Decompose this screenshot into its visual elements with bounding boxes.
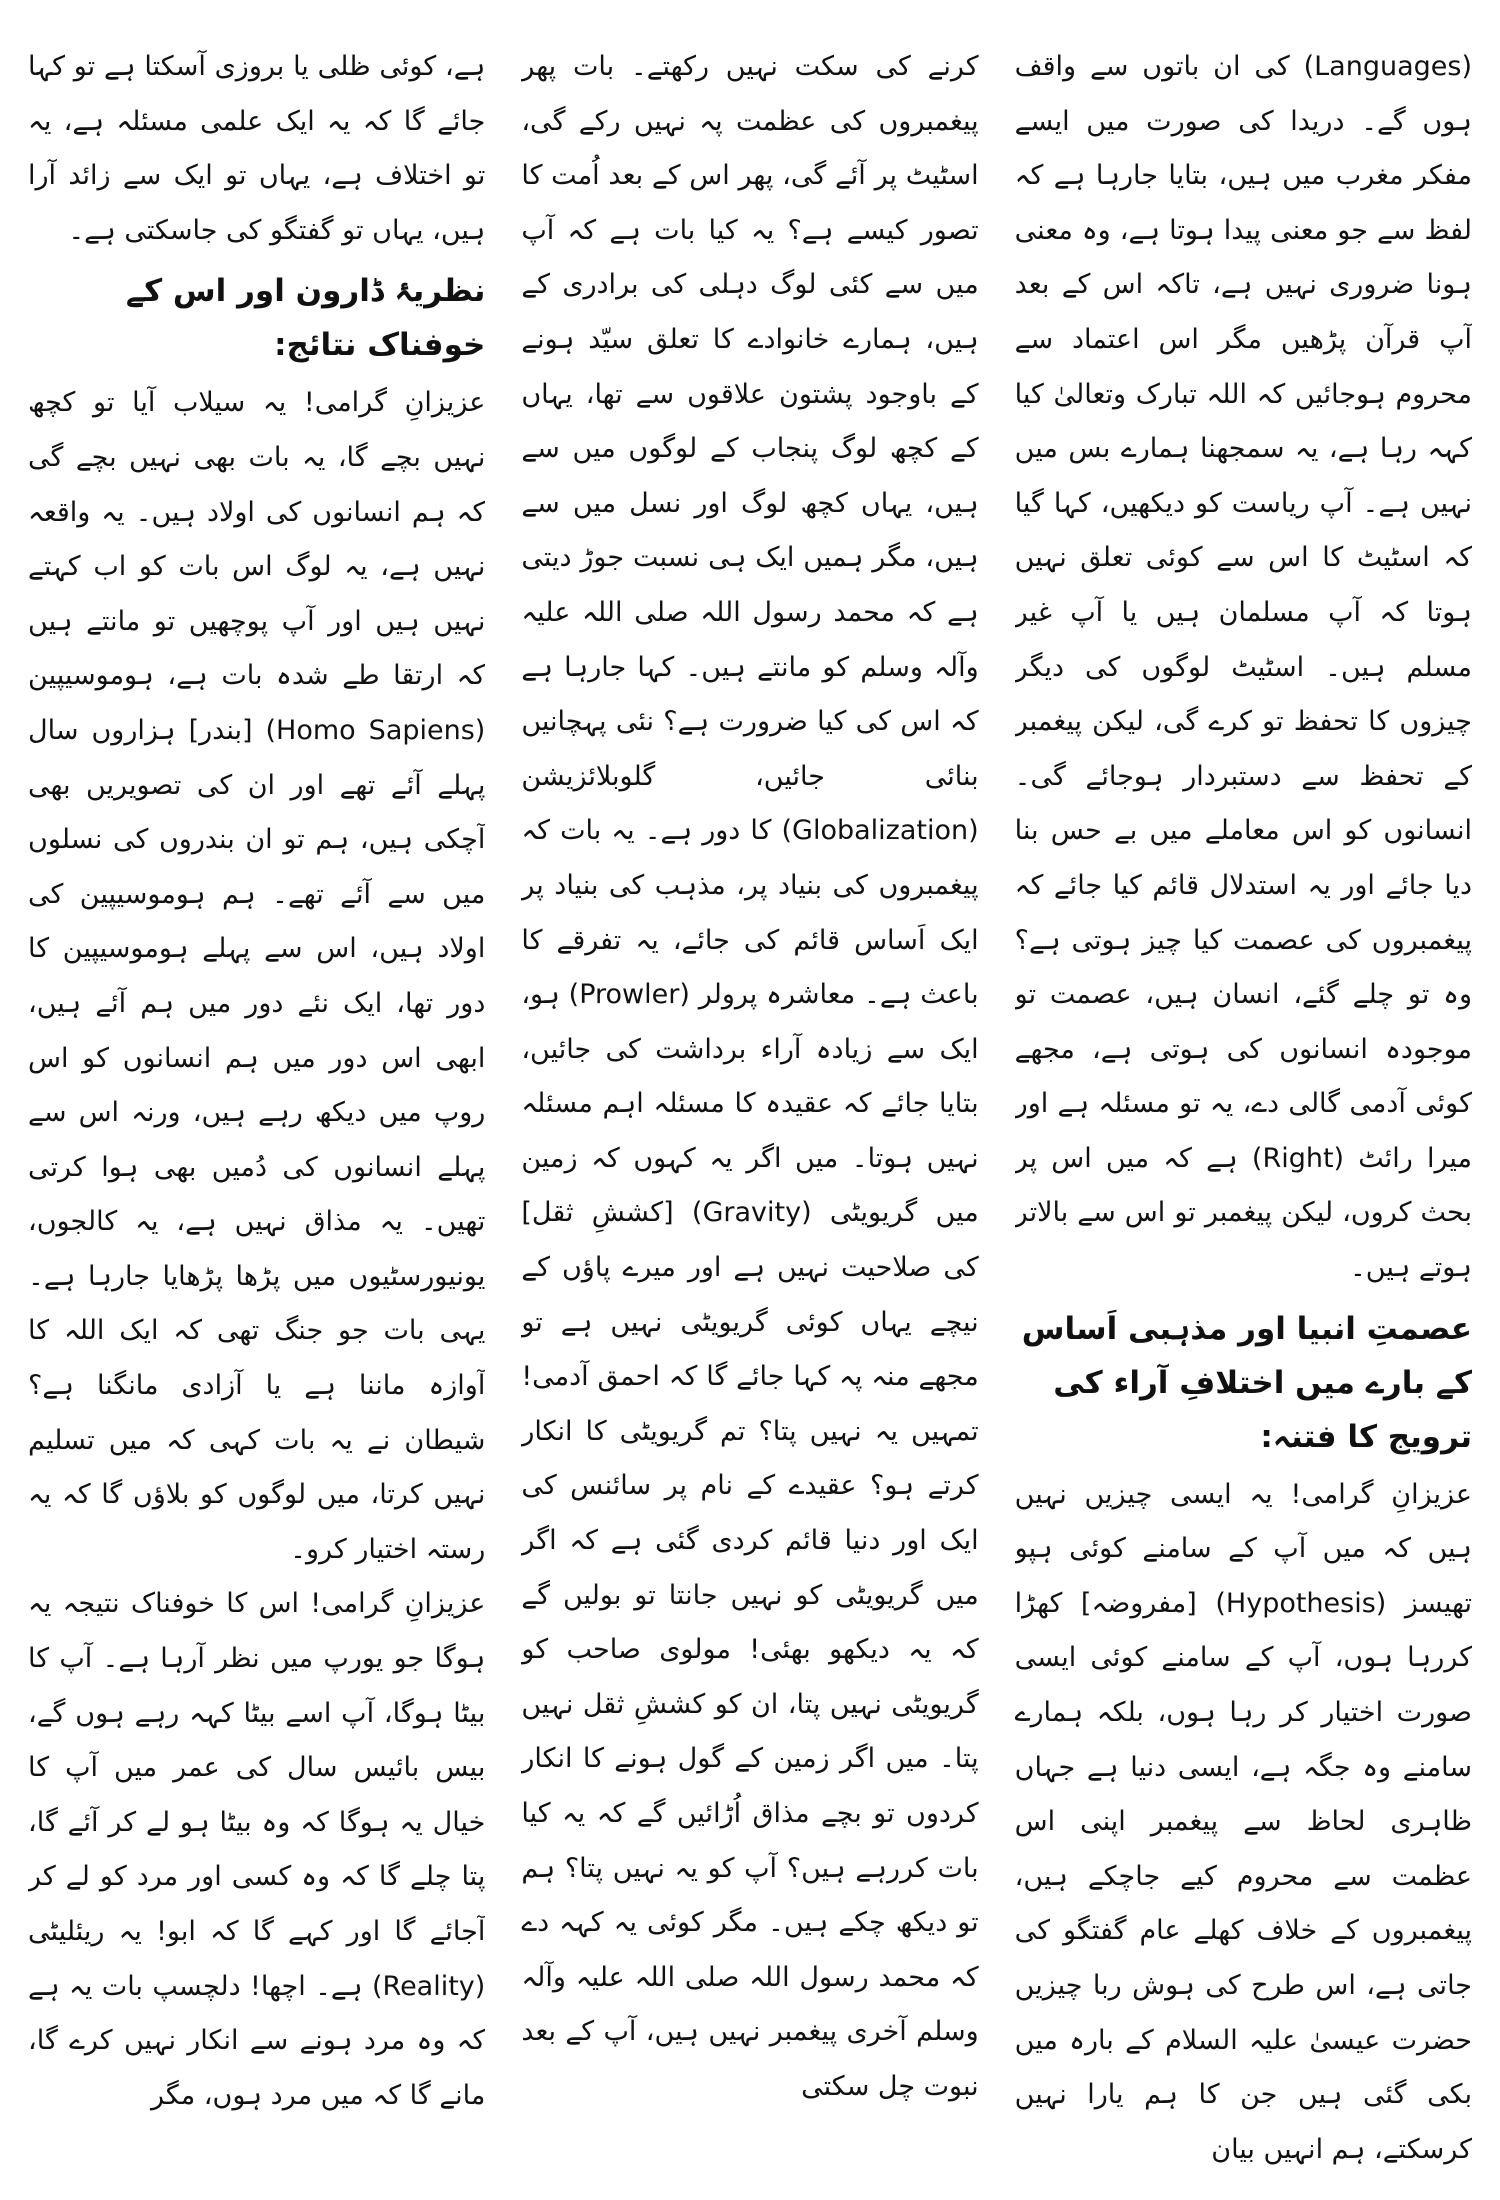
paragraph: عزیزانِ گرامی! اس کا خوفناک نتیجہ یہ ہوگا جو یورپ میں نظر آرہا ہے۔ آپ کا بیٹا ہوگا، آپ اسے بیٹا کہہ رہے ہوں گے، بیس بائیس سال کی عمر میں آپ کا خیال یہ ہوگا کہ وہ بیٹا ہو لے کر آئے گا، پتا چلے گا کہ وہ کسی اور مرد کو لے کر آجائے گا اور کہے گا کہ ابو! یہ ریئلیٹی (Reality) ہے۔ اچھا! دلچسپ بات یہ ہے کہ وہ مرد ہونے سے انکار نہیں کرے گا، مانے گا کہ میں مرد ہوں، مگر — [28, 1588, 486, 2111]
section-heading: عصمتِ انبیا اور مذہبی اَساس کے بارے میں اختلافِ آراء کی ترویج کا فتنہ: — [1021, 1310, 1472, 1455]
paragraph: کرنے کی سکت نہیں رکھتے۔ بات پھر پیغمبروں کی عظمت پہ نہیں رکے گی، اسٹیٹ پر آئے گی، پھر اس کے بعد اُمت کا تصور کیسے ہے؟ یہ کیا بات ہے کہ آپ میں سے کئی لوگ دہلی کی برادری کے ہیں، ہمارے خانوادے کا تعلق سیّد ہونے کے باوجود پشتون علاقوں سے تھا، یہاں کے کچھ لوگ پنجاب کے لوگوں میں سے ہیں، یہاں کچھ لوگ اور نسل میں سے ہیں، مگر ہمیں ایک ہی نسبت جوڑ دیتی ہے کہ محمد رسول اللہ صلی اللہ علیہ وآلہ وسلم کو مانتے ہیں۔ کہا جارہا ہے کہ اس کی کیا ضرورت ہے؟ نئی پہچانیں بنائی جائیں، گلوبلائزیشن (Globalization) کا دور ہے۔ یہ بات کہ پیغمبروں کی بنیاد پر، مذہب کی بنیاد پر ایک اَساس قائم کی جائے، یہ تفرقے کا باعث ہے۔ معاشرہ پرولر (Prowler) ہو، ایک سے زیادہ آراء برداشت کی جائیں، بتایا جائے کہ عقیدہ کا مسئلہ اہم مسئلہ نہیں ہوتا۔ میں اگر یہ کہوں کہ زمین میں گریویٹی (Gravity) [کششِ ثقل] کی صلاحیت نہیں ہے اور میرے پاؤں کے نیچے یہاں کوئی گریویٹی نہیں ہے تو مجھے منہ پہ کہا جائے گا کہ احمق آدمی! تمہیں یہ نہیں پتا؟ تم گریویٹی کا انکار کرتے ہو؟ عقیدے کے نام پر سائنس کی ایک اور دنیا قائم کردی گئی ہے کہ اگر میں گریویٹی کو نہیں جانتا تو بولیں گے کہ یہ دیکھو بھئی! مولوی صاحب کو گریویٹی نہیں پتا، ان کو کششِ ثقل نہیں پتا۔ میں اگر زمین کے گول ہونے کا انکار کردوں تو بچے مذاق اُڑائیں گے کہ یہ کیا بات کررہے ہیں؟ آپ کو یہ نہیں پتا؟ ہم تو دیکھ چکے ہیں۔ مگر کوئی یہ کہہ دے کہ محمد رسول اللہ صلی اللہ علیہ وآلہ وسلم آخری پیغمبر نہیں ہیں، آپ کے بعد نبوت چل سکتی — [521, 51, 979, 2102]
paragraph: ہے، کوئی ظلی یا بروزی آسکتا ہے تو کہا جائے گا کہ یہ ایک علمی مسئلہ ہے، یہ تو اختلاف ہے، یہاں تو ایک سے زائد آرا ہیں، یہاں تو گفتگو کی جاسکتی ہے۔ — [28, 51, 486, 246]
text-column-right — [1015, 40, 1472, 2176]
paragraph: (Languages) کی ان باتوں سے واقف ہوں گے۔ دریدا کی صورت میں ایسے مفکر مغرب میں ہیں، بتایا جارہا ہے کہ لفظ سے جو معنی پیدا ہوتا ہے، وہ معنی ہونا ضروری نہیں ہے، تاکہ اس کے بعد آپ قرآن پڑھیں مگر اس اعتماد سے محروم ہوجائیں کہ اللہ تبارک وتعالیٰ کیا کہہ رہا ہے، یہ سمجھنا ہمارے بس میں نہیں ہے۔ آپ ریاست کو دیکھیں، کہا گیا کہ اسٹیٹ کا اس سے کوئی تعلق نہیں ہوتا کہ آپ مسلمان ہیں یا آپ غیر مسلم ہیں۔ اسٹیٹ لوگوں کی دیگر چیزوں کا تحفظ تو کرے گی، لیکن پیغمبر کے تحفظ سے دستبردار ہوجائے گی۔ انسانوں کو اس معاملے میں بے حس بنا دیا جائے اور یہ استدلال قائم کیا جائے کہ پیغمبروں کی عصمت کیا چیز ہوتی ہے؟ وہ تو چلے گئے، انسان ہیں، عصمت تو موجودہ انسانوں کی ہوتی ہے، مجھے کوئی آدمی گالی دے، یہ تو مسئلہ ہے اور میرا رائٹ (Right) ہے کہ میں اس پر بحث کروں، لیکن پیغمبر تو اس سے بالاتر ہوتے ہیں۔ — [1014, 51, 1472, 1284]
paragraph: عزیزانِ گرامی! یہ ایسی چیزیں نہیں ہیں کہ میں آپ کے سامنے کوئی ہپو تھیسز (Hypothesis) [مفروضہ] کھڑا کررہا ہوں، آپ کے سامنے کوئی ایسی صورت اختیار کر رہا ہوں، بلکہ ہمارے سامنے وہ جگہ ہے، ایسی دنیا ہے جہاں ظاہری لحاظ سے پیغمبر اپنی اس عظمت سے محروم کیے جاچکے ہیں، پیغمبروں کے خلاف کھلے عام گفتگو کی جاتی ہے، اس طرح کی ہوش ربا چیزیں حضرت عیسیٰ علیہ السلام کے بارہ میں بکی گئی ہیں جن کا ہم یارا نہیں کرسکتے، ہم انہیں بیان — [1014, 1478, 1472, 2165]
section-heading: نظریۂ ڈارون اور اس کے خوفناک نتائج: — [125, 273, 486, 364]
paragraph: عزیزانِ گرامی! یہ سیلاب آیا تو کچھ نہیں بچے گا، یہ بات بھی نہیں بچے گی کہ ہم انسانوں کی اولاد ہیں۔ یہ واقعہ نہیں ہے، یہ لوگ اس بات کو اب کہتے نہیں ہیں اور آپ پوچھیں تو مانتے ہیں کہ ارتقا طے شدہ بات ہے، ہوموسیپین (Homo Sapiens) [بندر] ہزاروں سال پہلے آئے تھے اور ان کی تصویریں بھی آچکی ہیں، ہم تو ان بندروں کی نسلوں میں سے آئے تھے۔ ہم ہوموسیپین کی اولاد ہیں، اس سے پہلے ہوموسیپین کا دور تھا، ایک نئے دور میں ہم آئے ہیں، ابھی اس دور میں ہم انسانوں کو اس روپ میں دیکھ رہے ہیں، ورنہ اس سے پہلے انسانوں کی دُمیں بھی ہوا کرتی تھیں۔ یہ مذاق نہیں ہے، یہ کالجوں، یونیورسٹیوں میں پڑھا پڑھایا جارہا ہے۔ یہی بات جو جنگ تھی کہ ایک اللہ کا آوازہ ماننا ہے یا آزادی مانگنا ہے؟ شیطان نے یہ بات کہی کہ میں تسلیم نہیں کرتا، میں لوگوں کو بلاؤں گا کہ یہ رستہ اختیار کرو۔ — [28, 387, 486, 1565]
text-column-middle — [521, 40, 978, 2176]
text-column-left — [28, 40, 485, 2176]
